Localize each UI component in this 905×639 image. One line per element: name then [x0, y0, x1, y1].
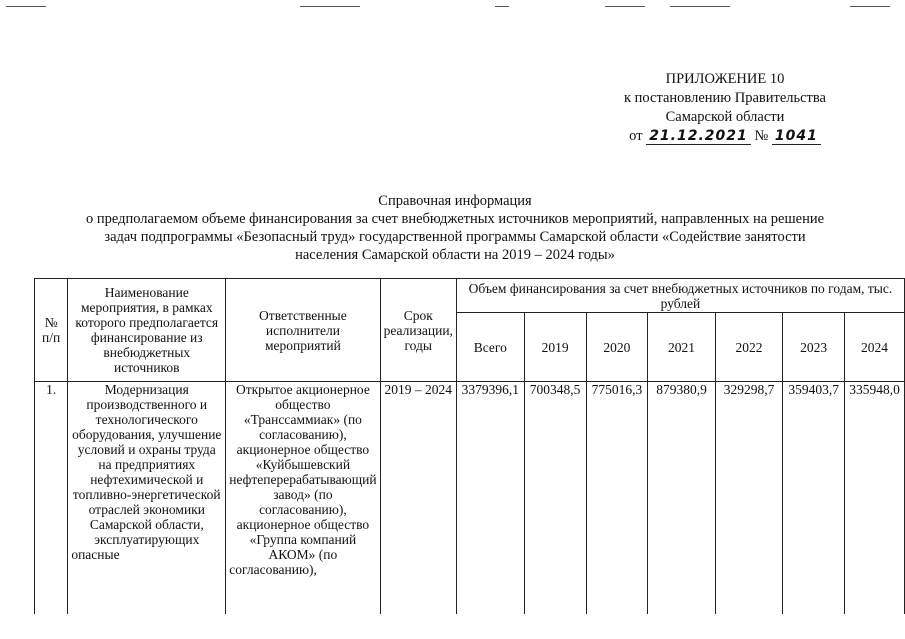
row-num: 1.: [35, 382, 68, 615]
scan-artifact-line: [6, 6, 46, 7]
handwritten-number: 1041: [772, 128, 821, 145]
number-sign: №: [754, 128, 769, 144]
row-value-2020: 775016,3: [586, 382, 648, 615]
row-value-2019: 700348,5: [524, 382, 586, 615]
header-year: 2019: [524, 313, 586, 382]
header-executors: Ответственные исполнители мероприятий: [226, 279, 380, 382]
row-value-2021: 879380,9: [648, 382, 716, 615]
scan-artifact-line: [670, 6, 730, 7]
scan-artifact-line: [605, 6, 645, 7]
appendix-block: [560, 70, 890, 146]
header-year: 2023: [783, 313, 845, 382]
header-volume: Объем финансирования за счет внебюджетных источников по годам, тыс. рублей: [456, 279, 904, 313]
appendix-region-line: Самарской области: [665, 109, 785, 125]
header-name: Наименование мероприятия, в рамках которого предполагается финансирование из внебюджетных источников: [68, 279, 226, 382]
heading-line-4: населения Самарской области на 2019 – 2024 годы»: [295, 247, 615, 263]
row-value-2023: 359403,7: [783, 382, 845, 615]
heading-line-3: задач подпрограммы «Безопасный труд» государственной программы Самарской области «Содействие занятости: [104, 229, 806, 245]
header-total: Всего: [456, 313, 524, 382]
row-name: Модернизация производственного и технологического оборудования, улучшение условий и охраны труда на предприятиях нефтехимической и топливно-энергетической отраслей экономики Самарской области, эксплуатирующих опасные: [68, 382, 226, 615]
heading-line-2: о предполагаемом объеме финансирования за счет внебюджетных источников мероприятий, направленных на решение: [85, 211, 825, 227]
row-total: 3379396,1: [456, 382, 524, 615]
row-value-2022: 329298,7: [715, 382, 783, 615]
heading-line-1: Справочная информация: [378, 193, 532, 209]
table-row: [35, 382, 905, 615]
financing-table: [34, 278, 905, 614]
reference-heading: [30, 192, 880, 264]
scan-artifact-line: [495, 6, 509, 7]
header-year: 2022: [715, 313, 783, 382]
appendix-date-number-line: [560, 127, 890, 146]
header-year: 2024: [845, 313, 905, 382]
date-prefix: от: [629, 128, 643, 144]
header-year: 2020: [586, 313, 648, 382]
handwritten-date: 21.12.2021: [646, 128, 751, 145]
header-term: Срок реализации, годы: [380, 279, 456, 382]
row-value-2024: 335948,0: [845, 382, 905, 615]
scan-artifact-line: [850, 6, 890, 7]
header-year: 2021: [648, 313, 716, 382]
row-term: 2019 – 2024: [380, 382, 456, 615]
row-executors: Открытое акционерное общество «Транссаммиак» (по согласованию), акционерное общество «Куйбышевский нефтеперерабатывающий завод» (по согласованию), акционерное общество «Группа компаний АКОМ» (по согласованию),: [226, 382, 380, 615]
header-num: № п/п: [35, 279, 68, 382]
appendix-resolution-line: к постановлению Правительства: [624, 90, 826, 106]
appendix-title: ПРИЛОЖЕНИЕ 10: [665, 71, 785, 87]
scan-artifact-line: [300, 6, 360, 7]
header-row-1: [35, 279, 905, 313]
